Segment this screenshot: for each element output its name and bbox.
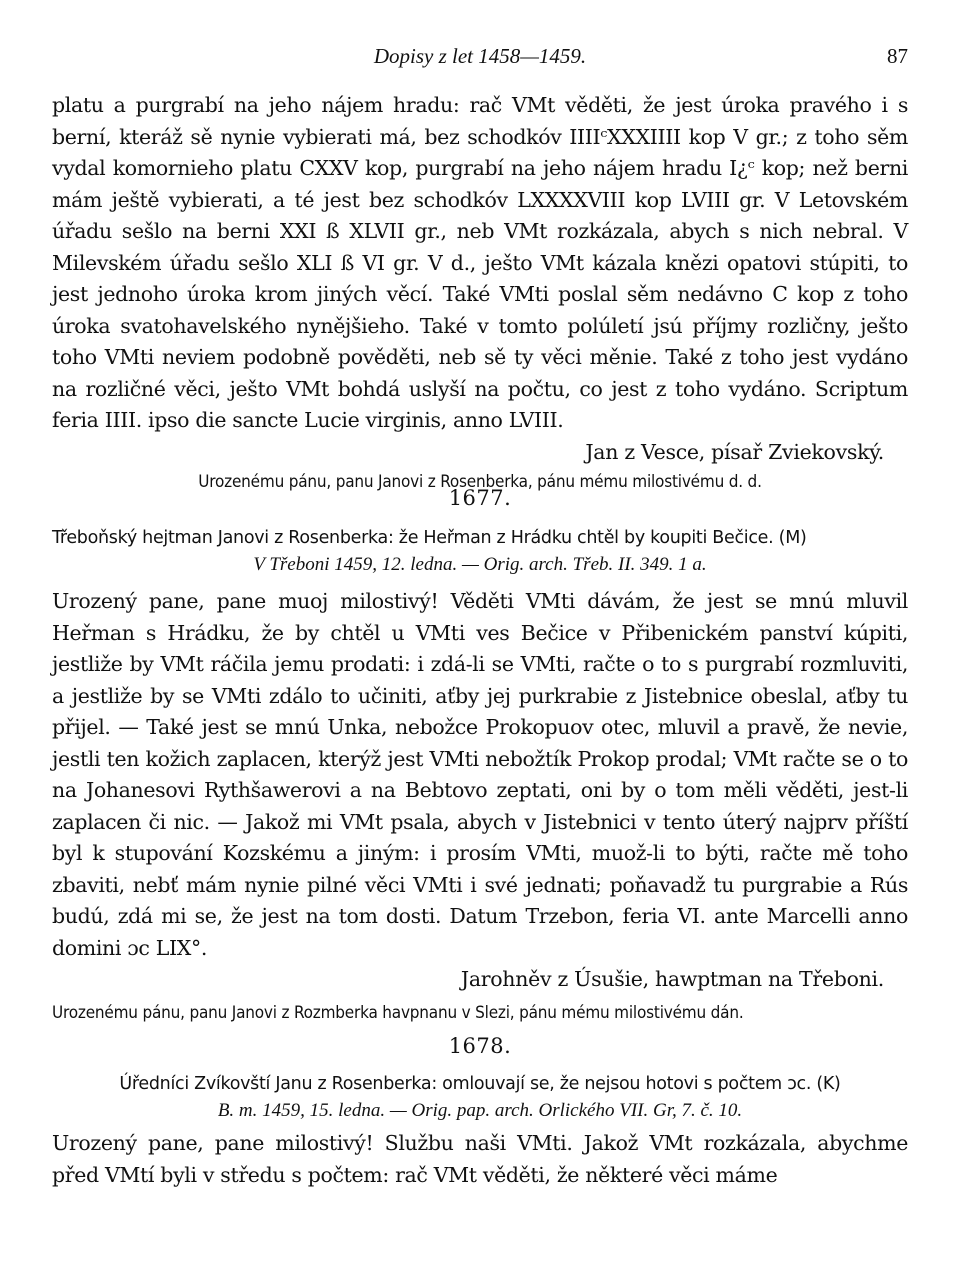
letter-address: Urozenému pánu, panu Janovi z Rozmberka havpnanu v Slezi, pánu mému milostivému dán. <box>52 1003 744 1023</box>
letter-address: Urozenému pánu, panu Janovi z Rosenberka, pánu mému milostivému d. d. <box>198 471 762 492</box>
page-number: 87 <box>887 44 908 68</box>
letter-1677 <box>52 486 908 1027</box>
document-source: V Třeboni 1459, 12. ledna. — Orig. arch. Třeb. II. 349. 1 a. <box>253 554 707 575</box>
letter-paragraph: Urozený pane, pane muoj milostivý! Věděti VMti dávám, že jest se mnú mluvil Heřman s Hrádku, že by chtěl u VMti ves Bečice v Přibenickém panství kúpiti, jestliže by VMt ráčila jemu prodati: i zdá-li se VMti, račte o to s purgrabí rozmluviti, a jestliže by se VMti zdálo to učiniti, aťby jej purkrabie z Jistebnice obeslal, aťby tu přijel. — Také jest se mnú Unka, nebožce Prokopuov otec, mluvil a pravě, že nevie, jestli ten kožich zaplacen, kterýž jest VMti nebožtík Prokop prodal; VMt račte se o to na Johanesovi Rythšawerovi a na Bebtovo zeptati, oni by o tom měli věděti, jest-li zaplacen či nic. — Jakož mi VMt psala, abych v Jistebnici v tento úterý najprv příští byl k stupování Kozskému a jiným: i prosím VMti, muož-li to býti, račte mě toho zbaviti, nebť mám nynie pilné věci VMti i své jednati; poňavadž tu purgrabie a Rús budú, zdá mi se, že jest na tom dosti. Datum Trzebon, feria VI. ante Marcelli anno domini ɔc LIX°. <box>52 589 908 960</box>
letter-1678 <box>52 1034 908 1191</box>
document-number: 1677. <box>448 486 512 510</box>
document-source: B. m. 1459, 15. ledna. — Orig. pap. arch. Orlického VII. Gr, 7. č. 10. <box>217 1100 743 1121</box>
document-number: 1678. <box>448 1034 512 1058</box>
document-regest: Třeboňský hejtman Janovi z Rosenberka: že Heřman z Hrádku chtěl by koupiti Bečice. (M) <box>52 528 807 548</box>
document-regest: Úředníci Zvíkovští Janu z Rosenberka: omlouvají se, že nejsou hotovi s počtem ɔc. (K) <box>119 1074 841 1094</box>
letter-signature: Jan z Vesce, písař Zviekovský. <box>585 439 884 464</box>
running-title: Dopisy z let 1458—1459. <box>373 44 587 68</box>
letter-paragraph: platu a purgrabí na jeho nájem hradu: rač VMt věděti, že jest úroka pravého i s berní, kteráž sě nynie vybierati má, bez schodkóv IIIIᶜXXXIIII kop V gr.; z toho sěm vydal komornieho platu CXXV kop, purgrabí na jeho nájem hradu I¿ᶜ kop; než berni mám ještě vybierati, a té jest bez schodkóv LXXXXVIII kop LVIII gr. V Letovském úřadu sešlo na berni XXI ß XLVII gr., neb VMt rozkázala, abych s nich nebral. V Milevském úřadu sešlo XLI ß VI gr. V d., ješto VMt kázala knězi opatovi stúpiti, to jest jednoho úroka krom jiných věcí. Také VMti poslal sěm nedávno C kop z toho úroka svatohavelského nynějšieho. Také v tomto polúletí jsú příjmy rozličny, ješto toho VMti neviem podobně pověděti, neb sě ty věci měnie. Také z toho jest vydáno na rozličné věci, ješto VMt bohdá uslyší na počtu, co jest z toho vydáno. Scriptum feria IIII. ipso die sancte Lucie virginis, anno LVIII. <box>52 93 908 432</box>
letter-signature: Jarohněv z Úsušie, hawptman na Třeboni. <box>460 967 884 991</box>
letter-paragraph: Urozený pane, pane milostivý! Službu naši VMti. Jakož VMt rozkázala, abychme před VMtí byli v středu s počtem: rač VMt věděti, že některé věci máme <box>52 1131 908 1187</box>
letter-1676-end <box>52 90 908 496</box>
page-header <box>52 44 908 74</box>
